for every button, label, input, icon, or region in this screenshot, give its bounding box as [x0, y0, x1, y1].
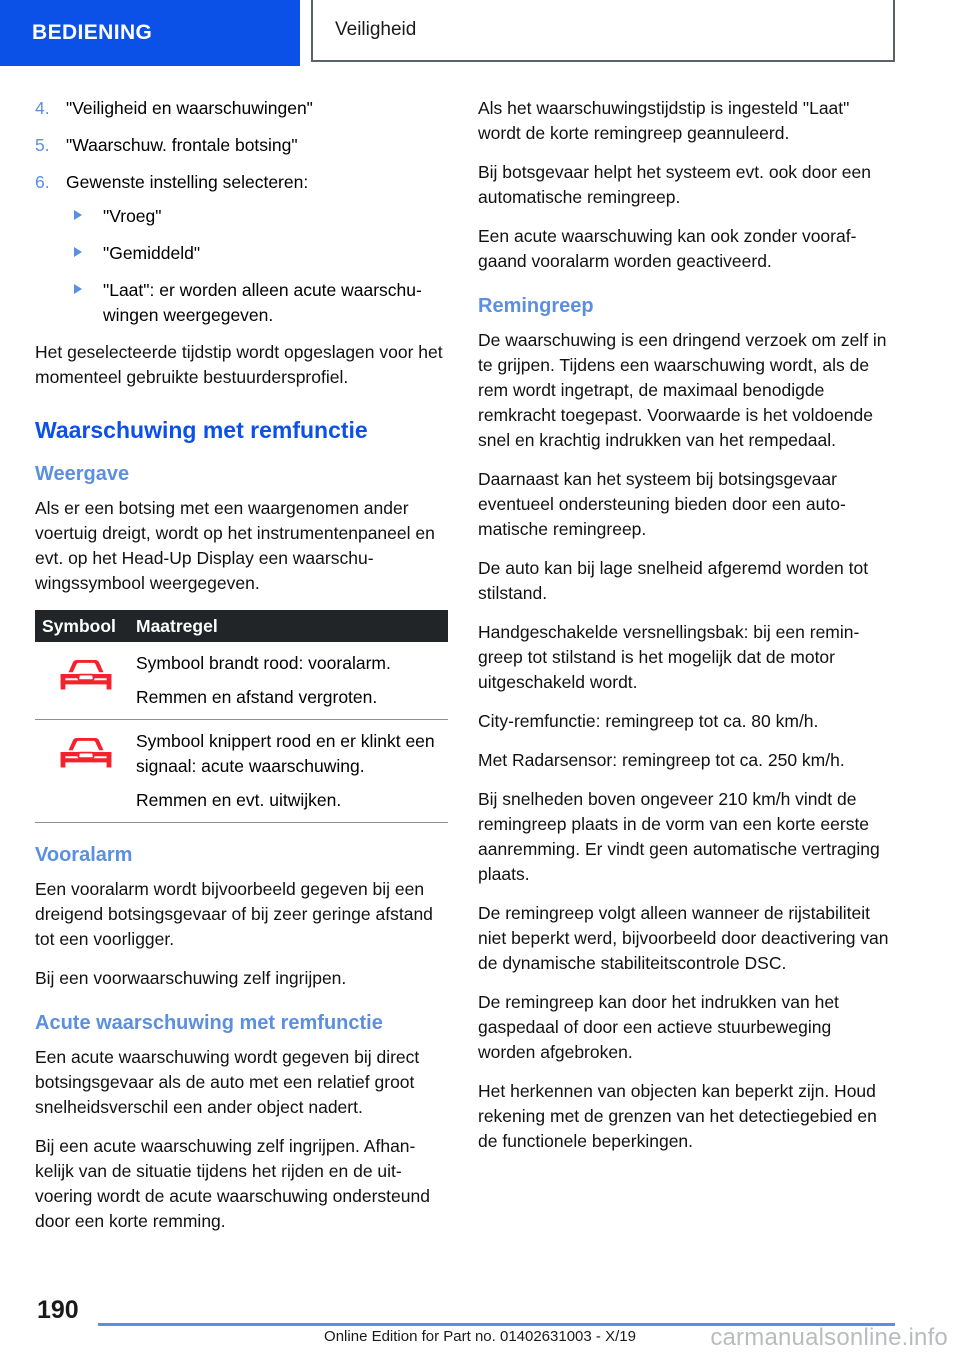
sub-option-list [66, 204, 448, 328]
triangle-bullet-icon [74, 284, 82, 294]
edition-notice: Online Edition for Part no. 01402631003 - X/19 [324, 1328, 636, 1345]
section-tab-label: BEDIENING [32, 21, 153, 44]
paragraph: Een acute waarschuwing kan ook zonder voorafgaand vooralarm worden geactiveerd. [478, 226, 857, 271]
step-number: 5. [35, 135, 50, 155]
section-heading-waarschuwing-met-remfunctie: Waarschuwing met remfunctie [35, 417, 368, 443]
list-item [66, 204, 448, 229]
paragraph: Met Radarsensor: remingreep tot ca. 250 km/h. [478, 750, 845, 770]
list-item [35, 170, 448, 328]
column-header-symbool: Symbool [42, 615, 116, 636]
paragraph: Bij een voorwaarschuwing zelf ingrijpen. [35, 968, 347, 988]
measure-line: Remmen en evt. uitwijken. [136, 790, 342, 810]
paragraph: De waarschuwing is een dringend verzoek om zelf in te grijpen. Tijdens een waarschuwing wordt, als de rem wordt ingetrapt, de maximaal benodigde remkracht toegepast. Voorwaarde is het voldoende snel en krachtig indrukken van het rempedaal. [478, 330, 887, 450]
watermark: carmanualsonline.info [710, 1324, 948, 1351]
sub-option-text: "Gemiddeld" [103, 243, 201, 263]
step-text: "Veiligheid en waarschuwingen" [66, 98, 313, 118]
table-header-row [35, 610, 448, 642]
paragraph: Bij botsgevaar helpt het systeem evt. ook door een automatische remingreep. [478, 162, 872, 207]
paragraph: De auto kan bij lage snelheid afgeremd worden tot stilstand. [478, 558, 869, 603]
numbered-step-list [35, 96, 448, 328]
list-item [35, 96, 448, 121]
paragraph: Het geselecteerde tijdstip wordt opgeslagen voor het momenteel gebruikte bestuurdersprofiel. [35, 342, 443, 387]
measure-line: Symbool knippert rood en er klinkt een signaal: acute waarschuwing. [136, 731, 435, 776]
car-front-warning-icon [58, 736, 114, 770]
paragraph: City-remfunctie: remingreep tot ca. 80 km/h. [478, 711, 819, 731]
table-cell-measure [136, 729, 448, 813]
page-header [0, 0, 960, 72]
car-front-warning-icon [58, 658, 114, 692]
paragraph: De remingreep volgt alleen wanneer de rijstabiliteit niet beperkt werd, bijvoorbeeld door deactivering van de dynamische stabiliteitscontrole DSC. [478, 903, 889, 973]
sub-option-text: "Laat": er worden alleen acute waarschuwingen weergegeven. [103, 280, 422, 325]
paragraph: Als het waarschuwingstijdstip is ingesteld "Laat" wordt de korte remingreep geannuleerd. [478, 98, 850, 143]
list-item [66, 241, 448, 266]
step-number: 4. [35, 98, 50, 118]
left-column [35, 96, 448, 1248]
section-tab [0, 0, 300, 66]
table-row [35, 720, 448, 823]
paragraph: Bij snelheden boven ongeveer 210 km/h vindt de remingreep plaats in de vorm van een korte eerste aanremming. Er vindt geen automatische vertraging plaats. [478, 789, 880, 884]
paragraph: De remingreep kan door het indrukken van het gaspedaal of door een actieve stuurbeweging worden afgebroken. [478, 992, 839, 1062]
right-column [478, 96, 891, 1168]
page-footer [0, 1290, 960, 1362]
step-text: "Waarschuw. frontale botsing" [66, 135, 298, 155]
paragraph: Het herkennen van objecten kan beperkt zijn. Houd rekening met de grenzen van het detectiegebied en de functionele beperkingen. [478, 1081, 877, 1151]
sub-option-text: "Vroeg" [103, 206, 162, 226]
triangle-bullet-icon [74, 210, 82, 220]
subsection-heading-remingreep: Remingreep [478, 295, 594, 317]
list-item [35, 133, 448, 158]
step-text: Gewenste instelling selecteren: [66, 172, 309, 192]
table-row [35, 642, 448, 720]
measure-line: Remmen en afstand vergroten. [136, 687, 378, 707]
table-cell-measure [136, 651, 448, 710]
list-item [66, 278, 448, 328]
table-cell-symbol [35, 651, 136, 710]
paragraph: Een vooralarm wordt bijvoorbeeld gegeven bij een dreigend botsingsgevaar of bij zeer geringe afstand tot een voorligger. [35, 879, 433, 949]
paragraph: Een acute waarschuwing wordt gegeven bij direct botsingsgevaar als de auto met een relatief groot snelheidsverschil een ander object nadert. [35, 1047, 420, 1117]
symbol-measure-table [35, 610, 448, 823]
column-header-maatregel: Maatregel [136, 615, 218, 636]
paragraph: Daarnaast kan het systeem bij botsingsgevaar eventueel ondersteuning bieden door een automatische remingreep. [478, 469, 846, 539]
step-number: 6. [35, 172, 50, 192]
subsection-heading-vooralarm: Vooralarm [35, 844, 133, 866]
subsection-heading-weergave: Weergave [35, 463, 130, 485]
table-cell-symbol [35, 729, 136, 813]
page-number: 190 [37, 1296, 79, 1324]
triangle-bullet-icon [74, 247, 82, 257]
paragraph: Handgeschakelde versnellingsbak: bij een remingreep tot stilstand is het mogelijk dat de motor uitgeschakeld wordt. [478, 622, 860, 692]
breadcrumb [311, 0, 895, 62]
paragraph: Bij een acute waarschuwing zelf ingrijpen. Afhankelijk van de situatie tijdens het rijden en de uitvoering wordt de acute waarschuwing ondersteund door een korte remming. [35, 1136, 430, 1231]
paragraph: Als er een botsing met een waargenomen ander voertuig dreigt, wordt op het instrumentenpaneel en evt. op het Head-Up Display een waarschuwingssymbool weergegeven. [35, 498, 435, 593]
measure-line: Symbool brandt rood: vooralarm. [136, 653, 391, 673]
subsection-heading-acute-waarschuwing: Acute waarschuwing met remfunctie [35, 1012, 383, 1034]
breadcrumb-label: Veiligheid [335, 19, 417, 40]
